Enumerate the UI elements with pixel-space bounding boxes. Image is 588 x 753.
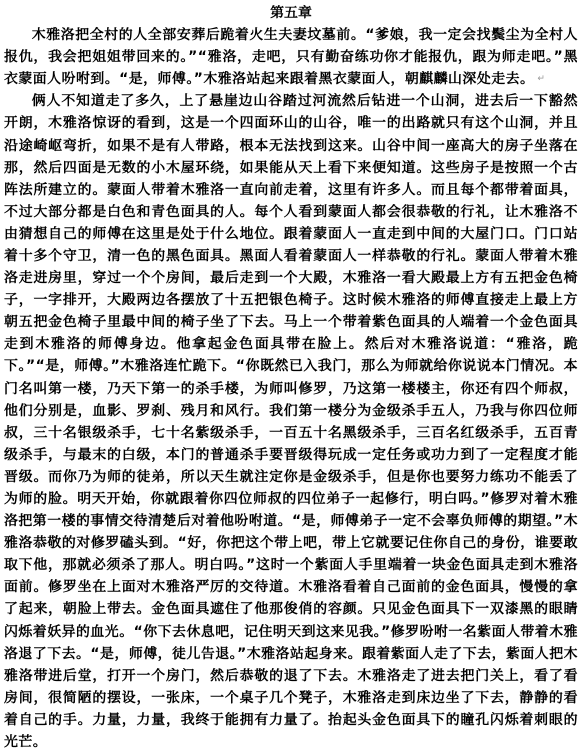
document-page xyxy=(4,2,578,753)
paragraph-1-text: 木雅洛把全村的人全部安葬后跪着火生夫妻坟墓前。“爹娘，我一定会找鬓尘为全村人报仇，我会把姐姐带回来的。”“雅洛，走吧，只有勤奋练功你才能报仇，跟为师走吧。”黑衣蒙面人吩咐到。“是，师傅。”木雅洛站起来跟着黑衣蒙面人，朝麒麟山深处走去。 xyxy=(4,27,578,88)
chapter-title: 第五章 xyxy=(270,5,312,21)
paragraph-2-text: 俩人不知道走了多久，上了悬崖边山谷踏过河流然后钻进一个山洞，进去后一下豁然开朗，木雅洛惊讶的看到，这是一个四面环山的山谷，唯一的出路就只有这个山洞，并且沿途崎岖弯折，如果不是有人带路，根本无法找到这来。山谷中间一座高大的房子坐落在那，然后四面是无数的小木屋环绕，如果能从天上看下来便知道。这些房子是按照一个古阵法所建立的。蒙面人带着木雅洛一直向前走着，这里有许多人。而且每个都带着面具，不过大部分都是白色和青色面具的人。每个人看到蒙面人都会很恭敬的行礼，让木雅洛不由猜想自己的师傅在这里是处于什么地位。跟着蒙面人一直走到中间的大屋门口。门口站着十多个守卫，清一色的黑色面具。黑面人看着蒙面人一样恭敬的行礼。蒙面人带着木雅洛走进房里，穿过一个个房间，最后走到一个大殿，木雅洛一看大殿最上方有五把金色椅子，一字排开，大殿两边各摆放了十五把银色椅子。这时候木雅洛的师傅直接走上最上方朝五把金色椅子里最中间的椅子坐了下去。马上一个带着紫色面具的人端着一个金色面具走到木雅洛的师傅身边。他拿起金色面具带在脸上。然后对木雅洛说道：“雅洛，跪下。”“是，师傅。”木雅洛连忙跪下。“你既然已入我门，那么为师就给你说说本门情况。本门名叫第一楼，乃天下第一的杀手楼，为师叫修罗，乃这第一楼楼主，你还有四个师叔，他们分别是，血影、罗刹、残月和风行。我们第一楼分为金级杀手五人，乃我与你四位师叔，三十名银级杀手，七十名紫级杀手，一百五十名黑级杀手，三百名红级杀手，五百青级杀手，与最末的白级，本门的普通杀手要晋级得玩成一定任务或功力到了一定程度才能晋级。而你乃为师的徒弟，所以天生就注定你是金级杀手，但是你也要努力练功不能丢了为师的脸。明天开始，你就跟着你四位师叔的四位弟子一起修行，明白吗。”修罗对着木雅洛把第一楼的事情交待清楚后对着他吩咐道。“是，师傅弟子一定不会辜负师傅的期望。”木雅洛恭敬的对修罗磕头到。“好，你把这个带上吧，带上它就要记住你自己的身份，谁要敢取下他，那就必须杀了那人。明白吗。”这时一个紫面人手里端着一块金色面具走到木雅洛面前。修罗坐在上面对木雅洛严厉的交待道。木雅洛看着自己面前的金色面具，慢慢的拿了起来，朝脸上带去。金色面具遮住了他那俊俏的容颜。只见金色面具下一双漆黑的眼睛闪烁着妖异的血光。“你下去休息吧，记住明天到这来见我。”修罗吩咐一名紫面人带着木雅洛退了下去。“是，师傅，徒儿告退。”木雅洛站起身来。跟着紫面人走了下去，紫面人把木雅洛带进后堂，打开一个房门，然后恭敬的退了下去。木雅洛走了进去把门关上，看了看房间，很简陋的摆设，一张床，一个桌子几个凳子，木雅洛走到床边坐了下去，静静的看着自己的手。力量，力量，我终于能拥有力量了。抬起头金色面具下的瞳孔闪烁着刺眼的光芒。 xyxy=(4,93,578,751)
paragraph-mark-icon: ↵ xyxy=(537,74,546,85)
paragraph-1 xyxy=(4,24,578,90)
paragraph-2 xyxy=(4,90,578,753)
